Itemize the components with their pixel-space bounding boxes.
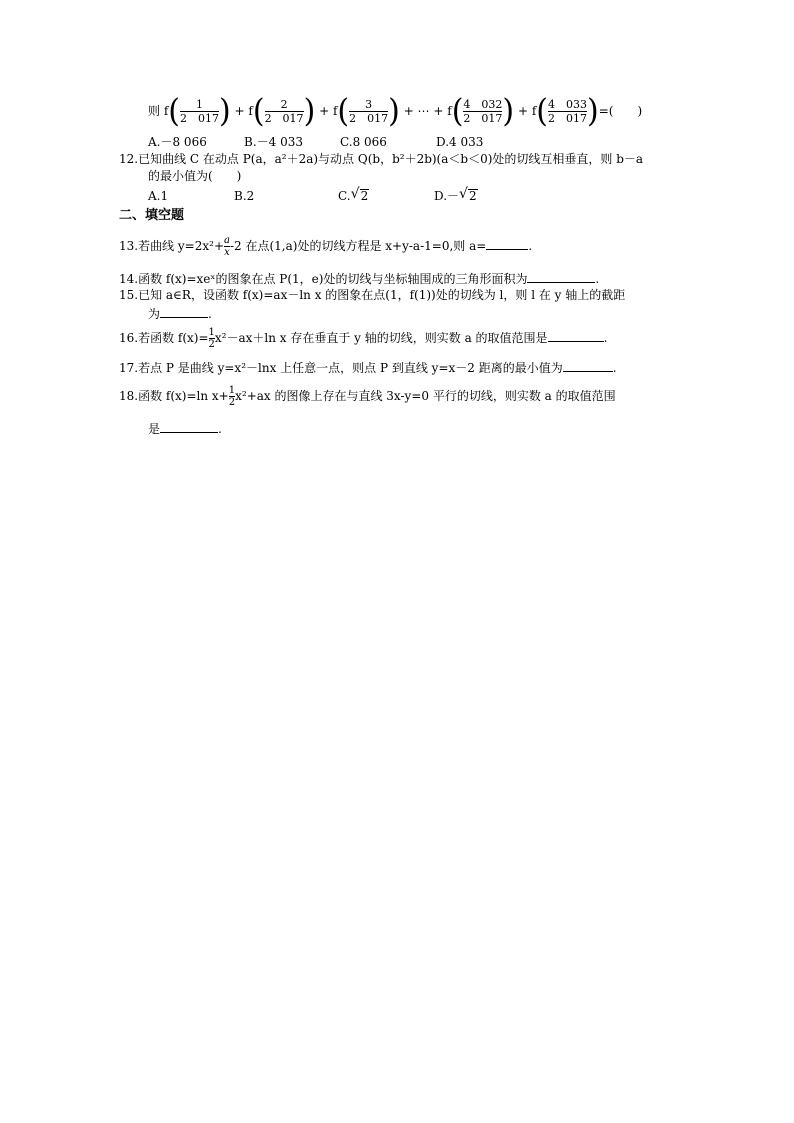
q12-option-c: C. √ 2 <box>338 186 369 203</box>
q11-option-c: C.8 066 <box>340 135 387 149</box>
q11-frac-2: $\frac{2}{2 017}$ <box>264 98 304 125</box>
q11-frac-1: $\frac{1}{2 017}$ <box>179 98 219 125</box>
q18-line-1: 18.函数 f(x)=ln x+ $\frac{1}{2}$ x²+ax 的图像上存在与直线 3x-y=0 平行的切线，则实数 a 的取值范围 <box>119 385 616 408</box>
q12-option-d: D.－ √ 2 <box>434 186 477 203</box>
q16-answer-blank[interactable] <box>548 329 604 342</box>
q11-frac-5: $\frac{4 033}{2 017}$ <box>547 98 587 125</box>
q13-line: 13.若曲线 y=2x²+ $\frac{a}{x}$ -2 在点(1,a)处的切线方程是 x+y-a-1=0,则 a= . <box>119 235 533 258</box>
q14-answer-blank[interactable] <box>527 270 595 283</box>
q11-option-b: B.－4 033 <box>244 135 303 149</box>
q14-line: 14.函数 f(x)=xeˣ的图象在点 P(1，e)处的切线与坐标轴围成的三角形面积为 . <box>119 272 600 286</box>
q11-frac-3: $\frac{3}{2 017}$ <box>349 98 389 125</box>
q12-line-2: 的最小值为( ) <box>148 169 242 183</box>
q11-sum-line: 则 f( $\frac{1}{2 017}$ ) + f( $\frac{2}{2 017}$ ) + f( $\frac{3}{2 017}$ ) + ⋯ + f( $\frac{4 032}{2 017}$ ) + f( $\frac{4 033}{2 017}$ )=( ) <box>148 92 643 130</box>
q11-option-d: D.4 033 <box>436 135 484 149</box>
section-title-fill-blank: 二、填空题 <box>119 208 185 223</box>
q15-answer-blank[interactable] <box>160 305 208 318</box>
q12-options <box>148 188 478 204</box>
sqrt-symbol: √ 2 <box>350 186 369 203</box>
q12-option-b: B.2 <box>234 189 255 203</box>
q17-line: 17.若点 P 是曲线 y=x²－lnx 上任意一点，则点 P 到直线 y=x－2 距离的最小值为 . <box>119 361 617 375</box>
sqrt-symbol: √ 2 <box>459 186 477 203</box>
q18-answer-blank[interactable] <box>160 420 218 433</box>
q11-options <box>148 134 483 150</box>
q15-line-2: 为 . <box>148 307 212 321</box>
q18-line-2: 是 . <box>148 422 222 436</box>
q12-option-a: A.1 <box>148 189 169 203</box>
q15-line-1: 15.已知 a∈R，设函数 f(x)=ax－ln x 的图象在点(1，f(1))处的切线为 l，则 l 在 y 轴上的截距 <box>119 288 626 302</box>
q12-line-1: 12.已知曲线 C 在动点 P(a，a²＋2a)与动点 Q(b，b²＋2b)(a＜b＜0)处的切线互相垂直，则 b－a <box>119 152 644 166</box>
q16-line: 16.若函数 f(x)= $\frac{1}{2}$ x²－ax＋ln x 存在垂直于 y 轴的切线，则实数 a 的取值范围是 . <box>119 327 608 350</box>
q11-frac-4: $\frac{4 032}{2 017}$ <box>463 98 503 125</box>
q17-answer-blank[interactable] <box>563 359 613 372</box>
q11-option-a: A.－8 066 <box>148 135 207 149</box>
q11-prefix: 则 f <box>148 104 169 118</box>
q13-answer-blank[interactable] <box>486 237 528 250</box>
